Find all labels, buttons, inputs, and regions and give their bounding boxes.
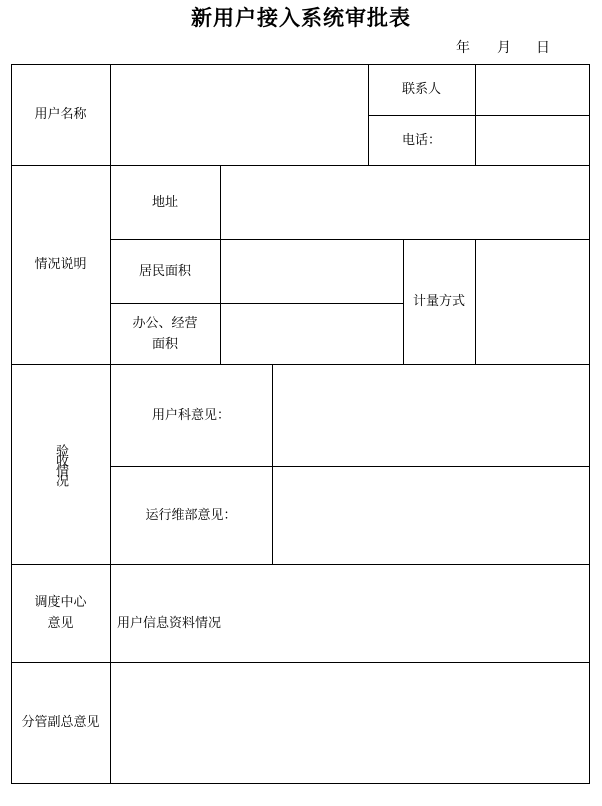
table-border-bottom <box>11 783 590 784</box>
contact-label: 联系人 <box>401 82 441 97</box>
dispatch-center-label-line1: 调度中心 <box>34 595 87 610</box>
office-area-field[interactable] <box>221 304 403 364</box>
acceptance-label: 验收情况 <box>53 444 68 484</box>
deputy-gm-opinion-field[interactable] <box>111 663 589 783</box>
dispatch-center-label <box>11 564 110 662</box>
deputy-gm-opinion-label: 分管副总意见 <box>21 715 100 730</box>
metering-method-field[interactable] <box>476 240 589 364</box>
address-label: 地址 <box>151 194 178 210</box>
date-day-label: 日 <box>536 40 550 56</box>
user-name-label: 用户名称 <box>34 107 87 122</box>
office-area-label-line2: 面积 <box>151 336 178 352</box>
metering-method-label: 计量方式 <box>412 294 465 309</box>
dispatch-center-label-line2: 意见 <box>47 616 74 631</box>
residential-area-field[interactable] <box>221 240 403 303</box>
address-field[interactable] <box>221 166 589 239</box>
residential-area-label: 居民面积 <box>138 263 191 279</box>
date-year-label: 年 <box>456 40 470 56</box>
acceptance-label-cell <box>11 364 110 564</box>
user-name-field[interactable] <box>111 65 368 165</box>
office-area-label <box>110 303 220 364</box>
office-area-label-line1: 办公、经营 <box>132 315 198 331</box>
phone-field[interactable] <box>476 116 589 165</box>
situation-label: 情况说明 <box>34 257 87 272</box>
dispatch-center-opinion-field[interactable]: 用户信息资料情况 <box>117 615 222 631</box>
ops-dept-opinion-field[interactable] <box>273 467 589 564</box>
form-title: 新用户接入系统审批表 <box>191 5 411 30</box>
date-month-label: 月 <box>497 40 511 56</box>
table-border-right <box>589 64 590 784</box>
ops-dept-opinion-label: 运行维部意见： <box>145 507 237 523</box>
user-dept-opinion-field[interactable] <box>273 365 589 466</box>
user-dept-opinion-label: 用户科意见： <box>151 407 230 423</box>
phone-label: 电话： <box>401 132 441 148</box>
approval-form-table <box>11 64 590 784</box>
contact-field[interactable] <box>476 65 589 115</box>
